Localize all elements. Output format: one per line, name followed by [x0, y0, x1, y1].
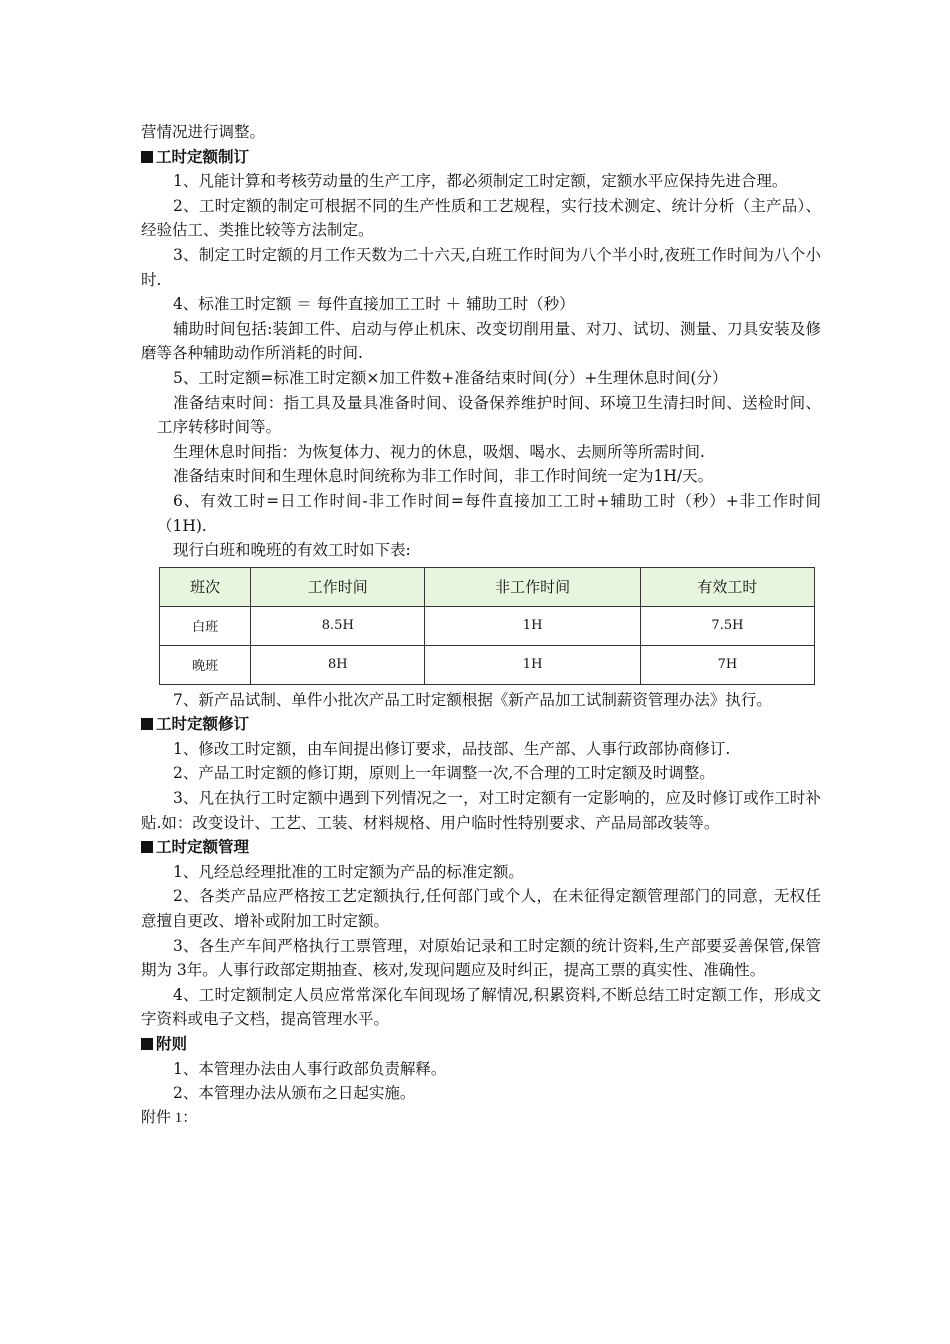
table-header-row: [160, 567, 815, 606]
table-row: [160, 606, 815, 645]
square-bullet-icon: [141, 718, 153, 730]
paragraph: 准备结束时间和生理休息时间统称为非工作时间，非工作时间统一定为1H/天。: [173, 467, 714, 486]
paragraph: 3、凡在执行工时定额中遇到下列情况之一，对工时定额有一定影响的，应及时修订或作工时补贴.如：改变设计、工艺、工装、材料规格、用户临时性特别要求、产品局部改装等。: [141, 789, 821, 832]
attachment-label: 附件 1：: [141, 1109, 198, 1126]
square-bullet-icon: [141, 151, 153, 163]
table-header-cell: 非工作时间: [425, 567, 641, 606]
paragraph: 5、工时定额=标准工时定额×加工件数+准备结束时间(分）+生理休息时间(分）: [173, 368, 728, 387]
paragraph: 4、标准工时定额 ＝ 每件直接加工工时 ＋ 辅助工时（秒）: [173, 295, 575, 314]
paragraph: 1、修改工时定额，由车间提出修订要求，品技部、生产部、人事行政部协商修订.: [173, 739, 731, 758]
section-heading: 工时定额制订: [141, 145, 821, 170]
work-hours-table: [159, 567, 815, 685]
section-heading: 工时定额修订: [141, 712, 821, 737]
square-bullet-icon: [141, 1038, 153, 1050]
paragraph: 2、工时定额的制定可根据不同的生产性质和工艺规程，实行技术测定、统计分析（主产品）、经验估工、类推比较等方法制定。: [141, 196, 821, 240]
table-cell: 晚班: [160, 645, 251, 684]
table-cell: 7H: [640, 645, 814, 684]
paragraph: 2、本管理办法从颁布之日起实施。: [173, 1084, 416, 1103]
document-page: [141, 120, 821, 1130]
paragraph: 1、凡能计算和考核劳动量的生产工序，都必须制定工时定额，定额水平应保持先进合理。: [173, 172, 788, 191]
paragraph: 7、新产品试制、单件小批次产品工时定额根据《新产品加工试制薪资管理办法》执行。: [173, 690, 772, 709]
section-heading: 附则: [141, 1032, 821, 1057]
paragraph: 4、工时定额制定人员应常常深化车间现场了解情况,积累资料,不断总结工时定额工作，形成文字资料或电子文档，提高管理水平。: [141, 985, 821, 1029]
paragraph: 2、各类产品应严格按工艺定额执行,任何部门或个人，在未征得定额管理部门的同意，无权任意擅自更改、增补或附加工时定额。: [141, 887, 821, 931]
paragraph: 准备结束时间：指工具及量具准备时间、设备保养维护时间、环境卫生清扫时间、送检时间、工序转移时间等。: [157, 393, 821, 437]
table-header-cell: 有效工时: [640, 567, 814, 606]
paragraph: 6、有效工时=日工作时间-非工作时间=每件直接加工工时+辅助工时（秒）+非工作时间（1H).: [157, 491, 821, 535]
square-bullet-icon: [141, 841, 153, 853]
paragraph: 3、制定工时定额的月工作天数为二十六天,白班工作时间为八个半小时,夜班工作时间为八个小时.: [141, 245, 821, 289]
paragraph: 2、产品工时定额的修订期，原则上一年调整一次,不合理的工时定额及时调整。: [173, 764, 715, 783]
intro-text: 营情况进行调整。: [141, 123, 266, 141]
section-heading: 工时定额管理: [141, 835, 821, 860]
table-cell: 8.5H: [251, 606, 425, 645]
table-cell: 1H: [425, 645, 641, 684]
table-cell: 7.5H: [640, 606, 814, 645]
table-cell: 白班: [160, 606, 251, 645]
table-header-cell: 工作时间: [251, 567, 425, 606]
paragraph: 辅助时间包括:装卸工件、启动与停止机床、改变切削用量、对刀、试切、测量、刀具安装及修磨等各种辅助动作所消耗的时间.: [141, 319, 821, 363]
table-cell: 1H: [425, 606, 641, 645]
paragraph: 1、本管理办法由人事行政部负责解释。: [173, 1059, 447, 1078]
table-header-cell: 班次: [160, 567, 251, 606]
paragraph: 现行白班和晚班的有效工时如下表:: [173, 541, 411, 560]
paragraph: 生理休息时间指：为恢复体力、视力的休息，吸烟、喝水、去厕所等所需时间.: [173, 442, 705, 461]
paragraph: 3、各生产车间严格执行工票管理，对原始记录和工时定额的统计资料,生产部要妥善保管,保管期为 3年。人事行政部定期抽查、核对,发现问题应及时纠正，提高工票的真实性、准确性。: [141, 936, 821, 980]
table-cell: 8H: [251, 645, 425, 684]
table-row: [160, 645, 815, 684]
paragraph: 1、凡经总经理批准的工时定额为产品的标准定额。: [173, 862, 524, 881]
